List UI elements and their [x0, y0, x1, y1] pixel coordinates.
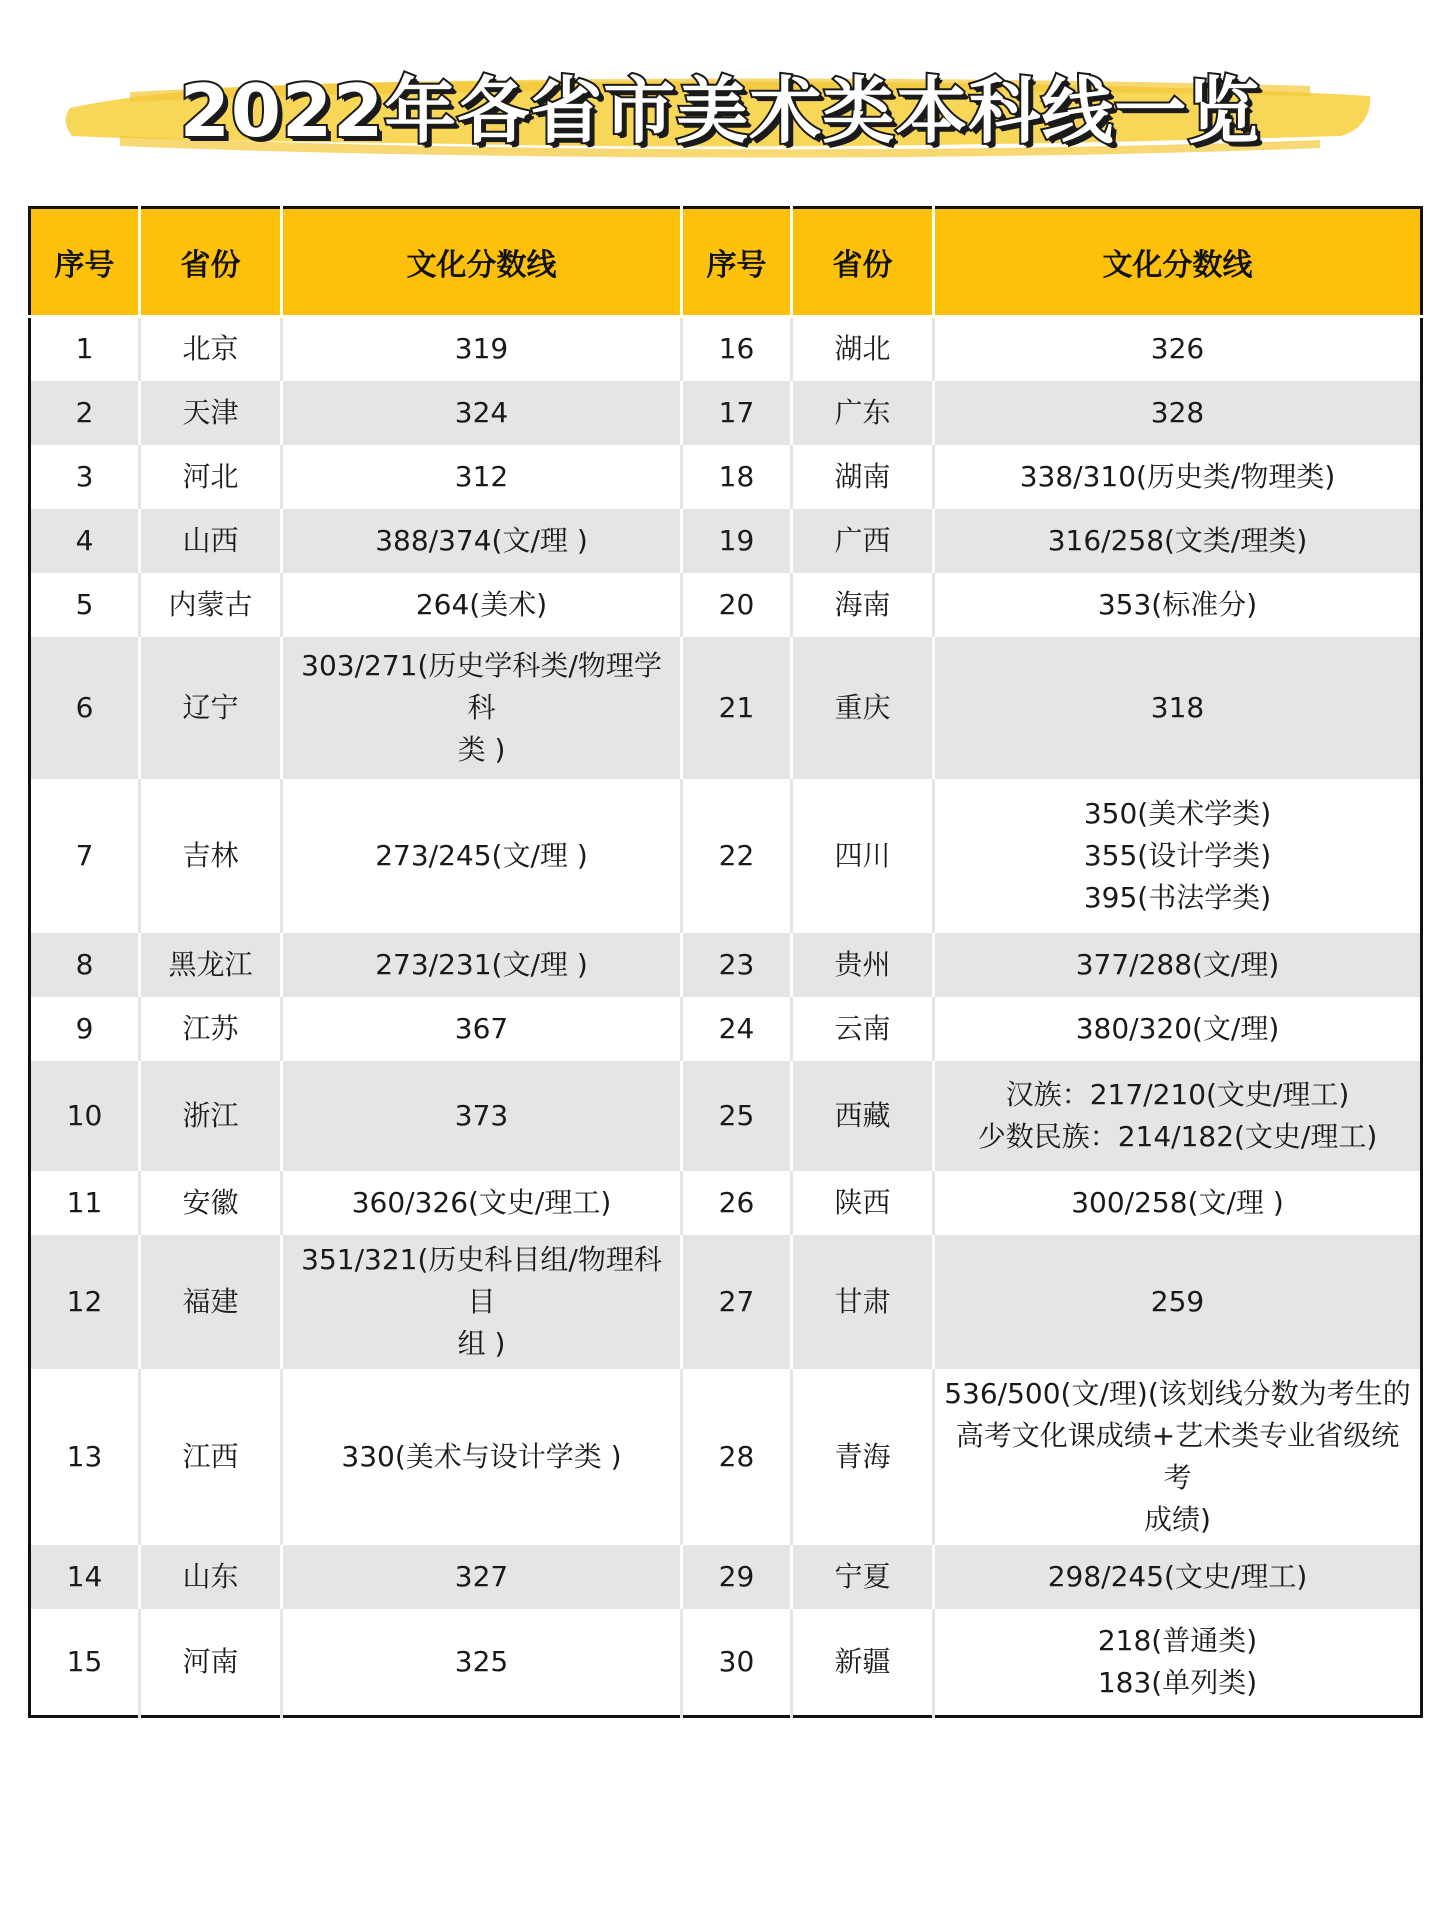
cell-province-2 [792, 317, 934, 381]
cell-score-2 [934, 317, 1422, 381]
cell-province [140, 1545, 282, 1609]
cell-province-line: 浙江 [182, 1098, 239, 1132]
table-header-row [30, 208, 1422, 317]
title-banner [60, 40, 1380, 170]
cell-no-2 [682, 933, 792, 997]
cell-no-line: 2 [75, 395, 94, 429]
cell-no-2 [682, 1545, 792, 1609]
cell-score-2 [934, 1545, 1422, 1609]
cell-province-2-line: 湖北 [834, 332, 891, 366]
cell-no-2-line: 16 [718, 332, 755, 366]
cell-province [140, 779, 282, 933]
cell-no-2 [682, 445, 792, 509]
cell-score-line: 388/374(文/理 ) [375, 523, 588, 557]
cell-province [140, 1609, 282, 1717]
cell-score-2 [934, 1171, 1422, 1235]
table-row [30, 1171, 1422, 1235]
table-row [30, 445, 1422, 509]
cell-score-line: 367 [454, 1011, 509, 1045]
cell-score [282, 1545, 682, 1609]
cell-no [30, 1369, 140, 1545]
cell-province-2 [792, 1171, 934, 1235]
cell-score-2 [934, 1235, 1422, 1369]
cell-score-2-line: 成绩) [1144, 1502, 1211, 1536]
cell-no-2-line: 21 [718, 690, 755, 724]
cell-score-2-line: 259 [1150, 1284, 1205, 1318]
cell-no-2-line: 19 [718, 523, 755, 557]
cell-no-2-line: 20 [718, 587, 755, 621]
cell-score-2 [934, 637, 1422, 779]
cell-score-2-line: 536/500(文/理)(该划线分数为考生的 [944, 1376, 1411, 1410]
cell-no [30, 573, 140, 637]
cell-no-2 [682, 1609, 792, 1717]
table-row [30, 573, 1422, 637]
cell-score [282, 317, 682, 381]
cell-province-line: 河南 [182, 1644, 239, 1678]
cell-score-2-line: 338/310(历史类/物理类) [1019, 459, 1336, 493]
page-title: 2022年各省市美术类本科线一览 [179, 69, 1261, 153]
cell-no [30, 509, 140, 573]
cell-no [30, 445, 140, 509]
cell-no-2-line: 22 [718, 838, 755, 872]
cell-province-line: 内蒙古 [168, 587, 253, 621]
cell-score-2-line: 395(书法学类) [1083, 880, 1272, 914]
cell-score-line: 303/271(历史学科类/物理学科 [301, 648, 662, 724]
cell-score [282, 779, 682, 933]
cell-province-2-line: 宁夏 [834, 1559, 891, 1593]
header-province-2: 省份 [792, 208, 934, 317]
cell-score [282, 1171, 682, 1235]
cell-no-2 [682, 1061, 792, 1171]
cell-province [140, 1235, 282, 1369]
cell-province [140, 1369, 282, 1545]
cell-score-2-line: 少数民族：214/182(文史/理工) [977, 1119, 1378, 1153]
cell-province-2 [792, 779, 934, 933]
table-row [30, 1369, 1422, 1545]
cell-province-2 [792, 1235, 934, 1369]
cell-province-line: 北京 [182, 332, 239, 366]
cell-province-line: 黑龙江 [168, 947, 253, 981]
cell-score-line: 360/326(文史/理工) [351, 1185, 612, 1219]
header-no: 序号 [30, 208, 140, 317]
cell-score-2 [934, 381, 1422, 445]
cell-no-line: 13 [66, 1439, 103, 1473]
cell-no-2-line: 18 [718, 459, 755, 493]
cell-score-2-line: 326 [1150, 332, 1205, 366]
cell-no-2 [682, 637, 792, 779]
cell-score-line: 264(美术) [415, 587, 548, 621]
cell-no-2 [682, 997, 792, 1061]
cell-score-line: 312 [454, 459, 509, 493]
cell-no-line: 5 [75, 587, 94, 621]
cell-no [30, 997, 140, 1061]
cell-no-line: 1 [75, 332, 94, 366]
cell-score-line: 273/231(文/理 ) [375, 947, 588, 981]
cell-score [282, 381, 682, 445]
table-row [30, 779, 1422, 933]
cell-score-2-line: 218(普通类) [1097, 1623, 1258, 1657]
cell-province-2-line: 青海 [834, 1439, 891, 1473]
cell-province [140, 445, 282, 509]
cell-no-line: 11 [66, 1185, 103, 1219]
cell-province-2-line: 海南 [834, 587, 891, 621]
cell-province-line: 山西 [182, 523, 239, 557]
cell-score-line: 319 [454, 332, 509, 366]
cell-no [30, 317, 140, 381]
cell-score-2 [934, 1061, 1422, 1171]
cell-no-line: 3 [75, 459, 94, 493]
cell-province-2 [792, 1609, 934, 1717]
table-row [30, 933, 1422, 997]
cell-province-2-line: 贵州 [834, 947, 891, 981]
cell-province-2-line: 四川 [834, 838, 891, 872]
cell-score-line: 325 [454, 1644, 509, 1678]
cell-province-2 [792, 1369, 934, 1545]
cell-province [140, 1171, 282, 1235]
cell-score-2-line: 328 [1150, 395, 1205, 429]
cell-province-line: 山东 [182, 1559, 239, 1593]
cell-score-2-line: 353(标准分) [1097, 587, 1258, 621]
cell-province-2-line: 广西 [834, 523, 891, 557]
cell-no [30, 1545, 140, 1609]
cell-score-line: 类 ) [457, 732, 506, 766]
cell-no [30, 933, 140, 997]
cell-score [282, 1369, 682, 1545]
cell-no [30, 637, 140, 779]
cell-score [282, 637, 682, 779]
cell-no [30, 1609, 140, 1717]
cell-no [30, 381, 140, 445]
cell-province-line: 吉林 [182, 838, 239, 872]
cell-no-2-line: 28 [718, 1439, 755, 1473]
table-row [30, 1545, 1422, 1609]
cell-province-2 [792, 997, 934, 1061]
cell-province-line: 天津 [182, 395, 239, 429]
cell-province-line: 河北 [182, 459, 239, 493]
cell-no-2 [682, 573, 792, 637]
table-row [30, 509, 1422, 573]
cell-score-2 [934, 445, 1422, 509]
cell-province-2-line: 云南 [834, 1011, 891, 1045]
cell-province [140, 637, 282, 779]
cell-score-2 [934, 933, 1422, 997]
cell-no-line: 4 [75, 523, 94, 557]
cell-no-2-line: 23 [718, 947, 755, 981]
cell-no-2 [682, 317, 792, 381]
cell-score-2-line: 183(单列类) [1097, 1665, 1258, 1699]
cell-province-2 [792, 381, 934, 445]
cell-score-2 [934, 573, 1422, 637]
cell-province [140, 509, 282, 573]
cell-no [30, 779, 140, 933]
cell-score-line: 330(美术与设计学类 ) [341, 1439, 622, 1473]
cell-province-2 [792, 933, 934, 997]
cell-no-2-line: 30 [718, 1644, 755, 1678]
cell-no-2-line: 17 [718, 395, 755, 429]
table-row [30, 637, 1422, 779]
header-score: 文化分数线 [282, 208, 682, 317]
cell-no-line: 8 [75, 947, 94, 981]
cell-no-line: 10 [66, 1098, 103, 1132]
cell-province-2-line: 广东 [834, 395, 891, 429]
cell-province-2-line: 陕西 [834, 1185, 891, 1219]
cell-score [282, 1235, 682, 1369]
cell-province [140, 573, 282, 637]
score-table [28, 206, 1423, 1718]
cell-province-line: 江西 [182, 1439, 239, 1473]
cell-score-line: 351/321(历史科目组/物理科目 [301, 1242, 662, 1318]
cell-province-2 [792, 573, 934, 637]
cell-province [140, 1061, 282, 1171]
cell-score-2 [934, 509, 1422, 573]
cell-score-2-line: 355(设计学类) [1083, 838, 1272, 872]
cell-no [30, 1171, 140, 1235]
cell-province-line: 江苏 [182, 1011, 239, 1045]
cell-score-2-line: 380/320(文/理) [1075, 1011, 1280, 1045]
cell-province-2-line: 重庆 [834, 690, 891, 724]
cell-no-line: 14 [66, 1559, 103, 1593]
cell-province-2 [792, 1061, 934, 1171]
cell-score [282, 1061, 682, 1171]
cell-province [140, 317, 282, 381]
cell-no-2-line: 24 [718, 1011, 755, 1045]
cell-score-2-line: 汉族：217/210(文史/理工) [1005, 1077, 1350, 1111]
cell-no-2 [682, 381, 792, 445]
table-row [30, 1235, 1422, 1369]
cell-province-2 [792, 1545, 934, 1609]
cell-score [282, 1609, 682, 1717]
cell-no-2 [682, 1171, 792, 1235]
cell-no-2 [682, 1235, 792, 1369]
cell-no-2-line: 26 [718, 1185, 755, 1219]
table-row [30, 1061, 1422, 1171]
cell-score-2 [934, 1369, 1422, 1545]
cell-province-line: 辽宁 [182, 690, 239, 724]
cell-province-2 [792, 637, 934, 779]
cell-province-2-line: 新疆 [834, 1644, 891, 1678]
cell-score [282, 997, 682, 1061]
cell-score-line: 327 [454, 1559, 509, 1593]
cell-score-2 [934, 779, 1422, 933]
cell-province-2-line: 西藏 [834, 1098, 891, 1132]
cell-no-2-line: 27 [718, 1284, 755, 1318]
cell-score [282, 509, 682, 573]
cell-no-line: 15 [66, 1644, 103, 1678]
header-score-2: 文化分数线 [934, 208, 1422, 317]
table-row [30, 317, 1422, 381]
cell-no-2-line: 25 [718, 1098, 755, 1132]
cell-score-line: 373 [454, 1098, 509, 1132]
cell-province [140, 381, 282, 445]
cell-score-2-line: 298/245(文史/理工) [1047, 1559, 1308, 1593]
cell-no [30, 1061, 140, 1171]
cell-score-2 [934, 1609, 1422, 1717]
cell-no-2 [682, 1369, 792, 1545]
cell-no-2 [682, 779, 792, 933]
cell-no-2 [682, 509, 792, 573]
header-no-2: 序号 [682, 208, 792, 317]
cell-province-2-line: 甘肃 [834, 1284, 891, 1318]
cell-score-2-line: 300/258(文/理 ) [1071, 1185, 1284, 1219]
cell-province-2 [792, 445, 934, 509]
table-row [30, 381, 1422, 445]
cell-score-2-line: 318 [1150, 690, 1205, 724]
cell-no-line: 12 [66, 1284, 103, 1318]
cell-score-2 [934, 997, 1422, 1061]
cell-no-line: 7 [75, 838, 94, 872]
cell-province-2 [792, 509, 934, 573]
cell-score-line: 324 [454, 395, 509, 429]
cell-province-2-line: 湖南 [834, 459, 891, 493]
cell-score [282, 933, 682, 997]
cell-score-2-line: 350(美术学类) [1083, 796, 1272, 830]
cell-province-line: 安徽 [182, 1185, 239, 1219]
cell-province [140, 997, 282, 1061]
cell-score-line: 组 ) [457, 1326, 506, 1360]
cell-province-line: 福建 [182, 1284, 239, 1318]
cell-score-2-line: 高考文化课成绩+艺术类专业省级统考 [955, 1418, 1400, 1494]
cell-no-2-line: 29 [718, 1559, 755, 1593]
cell-score-2-line: 377/288(文/理) [1075, 947, 1280, 981]
table-row [30, 1609, 1422, 1717]
cell-score-line: 273/245(文/理 ) [375, 838, 588, 872]
cell-no-line: 9 [75, 1011, 94, 1045]
cell-province [140, 933, 282, 997]
cell-score [282, 445, 682, 509]
table-row [30, 997, 1422, 1061]
cell-no-line: 6 [75, 690, 94, 724]
table-body [30, 317, 1422, 1717]
cell-score [282, 573, 682, 637]
cell-no [30, 1235, 140, 1369]
header-province: 省份 [140, 208, 282, 317]
cell-score-2-line: 316/258(文类/理类) [1047, 523, 1308, 557]
